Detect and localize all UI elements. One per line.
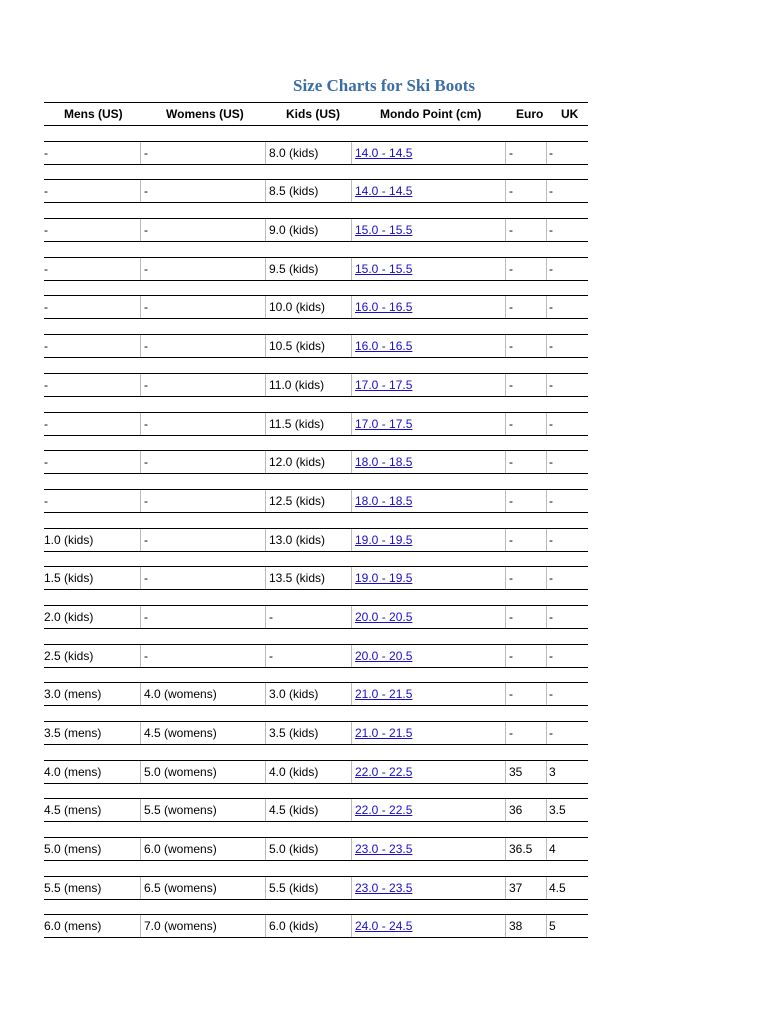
column-separator [351, 761, 352, 783]
column-separator [140, 451, 141, 473]
mondo-point-link[interactable]: 22.0 - 22.5 [355, 764, 413, 779]
column-separator [351, 258, 352, 280]
euro-cell: 36 [509, 803, 523, 818]
mens-cell: - [44, 300, 48, 315]
page-title: Size Charts for Ski Boots [293, 76, 475, 95]
table-row [44, 141, 588, 165]
womens-cell: - [144, 261, 148, 276]
column-separator [351, 142, 352, 164]
column-separator [546, 838, 547, 860]
column-separator [265, 722, 266, 744]
mens-cell: - [44, 493, 48, 508]
column-separator [265, 529, 266, 551]
mondo-point-link[interactable]: 23.0 - 23.5 [355, 880, 413, 895]
column-separator [505, 219, 506, 241]
column-separator [351, 606, 352, 628]
kids-cell: 12.5 (kids) [269, 493, 326, 508]
column-separator [351, 838, 352, 860]
table-row [44, 760, 588, 784]
column-separator [265, 413, 266, 435]
column-separator [505, 799, 506, 821]
column-separator [140, 142, 141, 164]
column-separator [505, 258, 506, 280]
uk-cell: - [549, 532, 553, 547]
mondo-point-link[interactable]: 24.0 - 24.5 [355, 919, 413, 934]
mondo-point-link[interactable]: 20.0 - 20.5 [355, 648, 413, 663]
header-mondo-point: Mondo Point (cm) [380, 107, 482, 121]
column-separator [140, 374, 141, 396]
mens-cell: - [44, 377, 48, 392]
column-separator [265, 219, 266, 241]
kids-cell: 9.5 (kids) [269, 261, 319, 276]
womens-cell: - [144, 300, 148, 315]
table-row [44, 528, 588, 552]
table-row [44, 914, 588, 938]
column-separator [140, 761, 141, 783]
uk-cell: - [549, 455, 553, 470]
column-separator [265, 683, 266, 705]
column-separator [140, 219, 141, 241]
table-row [44, 682, 588, 706]
mondo-point-link[interactable]: 21.0 - 21.5 [355, 726, 413, 740]
header-uk: UK [561, 107, 579, 121]
column-separator [265, 142, 266, 164]
table-row [44, 837, 588, 861]
column-separator [265, 838, 266, 860]
womens-cell: - [144, 145, 148, 160]
uk-cell: - [549, 339, 553, 354]
column-separator [265, 799, 266, 821]
mondo-point-link[interactable]: 15.0 - 15.5 [355, 261, 413, 276]
header-euro: Euro [516, 107, 544, 121]
column-separator [351, 374, 352, 396]
column-separator [546, 451, 547, 473]
mens-cell: 1.0 (kids) [44, 532, 94, 547]
womens-cell: 4.0 (womens) [144, 687, 217, 702]
mens-cell: 6.0 (mens) [44, 919, 102, 934]
column-separator [265, 451, 266, 473]
table-row [44, 450, 588, 474]
euro-cell: 38 [509, 919, 523, 934]
womens-cell: - [144, 416, 148, 431]
mondo-point-link[interactable]: 18.0 - 18.5 [355, 493, 413, 508]
column-separator [546, 529, 547, 551]
uk-cell: - [549, 300, 553, 315]
womens-cell: 7.0 (womens) [144, 919, 217, 934]
column-separator [140, 877, 141, 899]
column-separator [505, 142, 506, 164]
kids-cell: 11.0 (kids) [269, 377, 325, 392]
table-row [44, 412, 588, 436]
column-separator [505, 529, 506, 551]
column-separator [351, 180, 352, 202]
mens-cell: 1.5 (kids) [44, 571, 94, 586]
womens-cell: - [144, 493, 148, 508]
uk-cell: 4.5 [549, 880, 566, 895]
euro-cell: 35 [509, 764, 523, 779]
kids-cell: 6.0 (kids) [269, 919, 319, 934]
euro-cell: - [509, 726, 513, 740]
table-row [44, 798, 588, 822]
column-separator [265, 335, 266, 357]
column-separator [546, 915, 547, 937]
column-separator [140, 799, 141, 821]
column-separator [505, 683, 506, 705]
table-row [44, 373, 588, 397]
table-row [44, 566, 588, 590]
column-separator [351, 335, 352, 357]
kids-cell: 12.0 (kids) [269, 455, 326, 470]
table-row [44, 721, 588, 745]
column-separator [140, 645, 141, 667]
column-separator [351, 451, 352, 473]
column-separator [505, 877, 506, 899]
uk-cell: 3 [549, 764, 556, 779]
column-separator [546, 296, 547, 318]
column-separator [546, 799, 547, 821]
column-separator [351, 219, 352, 241]
womens-cell: - [144, 223, 148, 238]
womens-cell: - [144, 648, 148, 663]
mondo-point-link[interactable]: 20.0 - 20.5 [355, 609, 413, 624]
mondo-point-link[interactable]: 17.0 - 17.5 [355, 377, 413, 392]
euro-cell: - [509, 455, 513, 470]
column-separator [505, 180, 506, 202]
column-separator [140, 915, 141, 937]
uk-cell: - [549, 184, 553, 199]
kids-cell: 13.0 (kids) [269, 532, 326, 547]
table-row [44, 257, 588, 281]
column-separator [546, 142, 547, 164]
kids-cell: 10.5 (kids) [269, 339, 326, 354]
womens-cell: 5.0 (womens) [144, 764, 217, 779]
column-separator [351, 799, 352, 821]
kids-cell: 8.0 (kids) [269, 145, 319, 160]
column-separator [265, 490, 266, 512]
euro-cell: - [509, 184, 513, 199]
column-separator [505, 722, 506, 744]
euro-cell: - [509, 571, 513, 586]
column-separator [140, 490, 141, 512]
uk-cell: - [549, 609, 553, 624]
table-row [44, 876, 588, 900]
mens-cell: 4.0 (mens) [44, 764, 102, 779]
column-separator [546, 219, 547, 241]
column-separator [265, 645, 266, 667]
column-separator [505, 645, 506, 667]
kids-cell: 3.0 (kids) [269, 687, 319, 702]
column-separator [140, 683, 141, 705]
kids-cell: 5.0 (kids) [269, 842, 319, 857]
column-separator [546, 877, 547, 899]
column-separator [505, 838, 506, 860]
mondo-point-link[interactable]: 16.0 - 16.5 [355, 339, 413, 354]
column-separator [140, 335, 141, 357]
column-separator [546, 374, 547, 396]
euro-cell: 37 [509, 880, 523, 895]
euro-cell: - [509, 687, 513, 702]
uk-cell: - [549, 377, 553, 392]
uk-cell: - [549, 687, 553, 702]
mens-cell: 5.0 (mens) [44, 842, 102, 857]
table-row [44, 489, 588, 513]
kids-cell: 10.0 (kids) [269, 300, 326, 315]
uk-cell: - [549, 648, 553, 663]
kids-cell: - [269, 648, 273, 663]
euro-cell: 36.5 [509, 842, 533, 857]
column-separator [265, 374, 266, 396]
mens-cell: 3.5 (mens) [44, 726, 102, 740]
womens-cell: 6.5 (womens) [144, 880, 217, 895]
uk-cell: - [549, 493, 553, 508]
euro-cell: - [509, 493, 513, 508]
euro-cell: - [509, 416, 513, 431]
kids-cell: 13.5 (kids) [269, 571, 326, 586]
womens-cell: - [144, 377, 148, 392]
column-separator [546, 606, 547, 628]
column-separator [140, 722, 141, 744]
uk-cell: - [549, 261, 553, 276]
column-separator [546, 335, 547, 357]
column-separator [546, 645, 547, 667]
euro-cell: - [509, 339, 513, 354]
womens-cell: 4.5 (womens) [144, 726, 217, 740]
column-separator [351, 722, 352, 744]
column-separator [351, 915, 352, 937]
mens-cell: 5.5 (mens) [44, 880, 102, 895]
table-row [44, 218, 588, 242]
column-separator [140, 838, 141, 860]
column-separator [140, 296, 141, 318]
womens-cell: 5.5 (womens) [144, 803, 217, 818]
uk-cell: 3.5 [549, 803, 566, 818]
euro-cell: - [509, 609, 513, 624]
kids-cell: 4.5 (kids) [269, 803, 319, 818]
column-separator [265, 877, 266, 899]
column-separator [351, 529, 352, 551]
column-separator [351, 490, 352, 512]
kids-cell: 3.5 (kids) [269, 726, 319, 740]
euro-cell: - [509, 532, 513, 547]
uk-cell: - [549, 726, 553, 740]
kids-cell: 8.5 (kids) [269, 184, 319, 199]
column-separator [265, 296, 266, 318]
header-womens: Womens (US) [166, 107, 244, 121]
kids-cell: - [269, 609, 273, 624]
mondo-point-link[interactable]: 17.0 - 17.5 [355, 416, 413, 431]
column-separator [505, 490, 506, 512]
column-separator [505, 335, 506, 357]
euro-cell: - [509, 377, 513, 392]
euro-cell: - [509, 145, 513, 160]
womens-cell: 6.0 (womens) [144, 842, 217, 857]
column-separator [505, 915, 506, 937]
uk-cell: - [549, 223, 553, 238]
mens-cell: - [44, 416, 48, 431]
column-separator [351, 683, 352, 705]
womens-cell: - [144, 339, 148, 354]
column-separator [546, 490, 547, 512]
table-row [44, 334, 588, 358]
column-separator [265, 258, 266, 280]
mondo-point-link[interactable]: 14.0 - 14.5 [355, 145, 413, 160]
mens-cell: - [44, 339, 48, 354]
mens-cell: 2.0 (kids) [44, 609, 94, 624]
womens-cell: - [144, 571, 148, 586]
euro-cell: - [509, 223, 513, 238]
column-separator [505, 413, 506, 435]
kids-cell: 4.0 (kids) [269, 764, 319, 779]
table-header [44, 102, 588, 126]
kids-cell: 5.5 (kids) [269, 880, 319, 895]
column-separator [351, 877, 352, 899]
mens-cell: 2.5 (kids) [44, 648, 94, 663]
column-separator [505, 296, 506, 318]
kids-cell: 11.5 (kids) [269, 416, 325, 431]
mondo-point-link[interactable]: 21.0 - 21.5 [355, 687, 413, 702]
table-row [44, 605, 588, 629]
womens-cell: - [144, 184, 148, 199]
mondo-point-link[interactable]: 18.0 - 18.5 [355, 455, 413, 470]
uk-cell: 4 [549, 842, 556, 857]
mondo-point-link[interactable]: 19.0 - 19.5 [355, 571, 413, 586]
column-separator [140, 529, 141, 551]
euro-cell: - [509, 648, 513, 663]
mens-cell: - [44, 261, 48, 276]
column-separator [546, 258, 547, 280]
column-separator [351, 413, 352, 435]
column-separator [140, 567, 141, 589]
table-row [44, 644, 588, 668]
column-separator [265, 915, 266, 937]
mens-cell: 4.5 (mens) [44, 803, 102, 818]
column-separator [140, 413, 141, 435]
column-separator [140, 258, 141, 280]
table-row [44, 295, 588, 319]
column-separator [351, 567, 352, 589]
column-separator [265, 606, 266, 628]
column-separator [351, 645, 352, 667]
column-separator [265, 567, 266, 589]
mondo-point-link[interactable]: 19.0 - 19.5 [355, 532, 413, 547]
column-separator [546, 722, 547, 744]
column-separator [546, 180, 547, 202]
table-row [44, 179, 588, 203]
mondo-point-link[interactable]: 23.0 - 23.5 [355, 842, 413, 857]
column-separator [546, 683, 547, 705]
mondo-point-link[interactable]: 16.0 - 16.5 [355, 300, 413, 315]
uk-cell: 5 [549, 919, 556, 934]
mens-cell: - [44, 184, 48, 199]
mens-cell: - [44, 223, 48, 238]
size-chart-table [44, 102, 588, 953]
euro-cell: - [509, 300, 513, 315]
womens-cell: - [144, 532, 148, 547]
column-separator [546, 761, 547, 783]
header-kids: Kids (US) [286, 107, 340, 121]
column-separator [505, 606, 506, 628]
mens-cell: 3.0 (mens) [44, 687, 102, 702]
column-separator [505, 567, 506, 589]
column-separator [265, 180, 266, 202]
womens-cell: - [144, 455, 148, 470]
uk-cell: - [549, 416, 553, 431]
column-separator [265, 761, 266, 783]
column-separator [140, 180, 141, 202]
mens-cell: - [44, 455, 48, 470]
column-separator [505, 761, 506, 783]
column-separator [140, 606, 141, 628]
uk-cell: - [549, 145, 553, 160]
column-separator [505, 374, 506, 396]
column-separator [546, 567, 547, 589]
mondo-point-link[interactable]: 15.0 - 15.5 [355, 223, 413, 238]
header-mens: Mens (US) [64, 107, 123, 121]
mondo-point-link[interactable]: 22.0 - 22.5 [355, 803, 413, 818]
column-separator [546, 413, 547, 435]
kids-cell: 9.0 (kids) [269, 223, 319, 238]
euro-cell: - [509, 261, 513, 276]
table-body [44, 141, 588, 953]
mondo-point-link[interactable]: 14.0 - 14.5 [355, 184, 413, 199]
womens-cell: - [144, 609, 148, 624]
mens-cell: - [44, 145, 48, 160]
column-separator [351, 296, 352, 318]
column-separator [505, 451, 506, 473]
uk-cell: - [549, 571, 553, 586]
